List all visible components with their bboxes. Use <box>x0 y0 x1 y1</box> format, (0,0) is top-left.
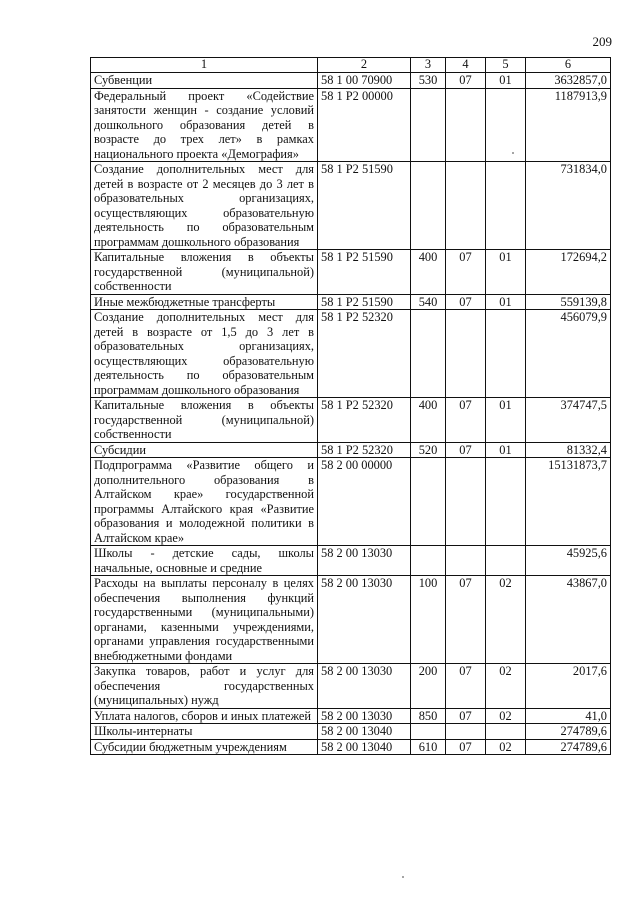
column-header-5: 5 <box>486 58 526 73</box>
row-code: 58 1 P2 51590 <box>318 250 411 295</box>
row-subsection <box>486 88 526 162</box>
row-amount: 274789,6 <box>526 739 611 755</box>
row-code: 58 1 P2 51590 <box>318 162 411 250</box>
scan-speck <box>402 876 404 878</box>
row-section: 07 <box>446 442 486 458</box>
row-section: 07 <box>446 664 486 709</box>
table-row <box>91 250 611 295</box>
row-name: Капитальные вложения в объекты государственной (муниципальной) собственности <box>91 250 318 295</box>
row-code: 58 2 00 13030 <box>318 708 411 724</box>
row-section <box>446 458 486 546</box>
table-row <box>91 442 611 458</box>
row-subsection: 02 <box>486 576 526 664</box>
column-header-1: 1 <box>91 58 318 73</box>
column-header-2: 2 <box>318 58 411 73</box>
row-name: Субсидии бюджетным учреждениям <box>91 739 318 755</box>
row-code: 58 2 00 13030 <box>318 664 411 709</box>
row-code: 58 2 00 13030 <box>318 576 411 664</box>
row-section: 07 <box>446 708 486 724</box>
row-code: 58 2 00 13040 <box>318 739 411 755</box>
table-row <box>91 458 611 546</box>
scan-speck <box>512 152 514 154</box>
row-amount: 456079,9 <box>526 310 611 398</box>
row-subsection <box>486 724 526 740</box>
row-amount: 374747,5 <box>526 398 611 443</box>
row-subsection <box>486 458 526 546</box>
row-subsection: 01 <box>486 398 526 443</box>
row-name: Расходы на выплаты персоналу в целях обеспечения выполнения функций государственными (муниципальными) органами, казенными учреждениями, органами управления государственными внебюджетными фондами <box>91 576 318 664</box>
row-section: 07 <box>446 73 486 89</box>
budget-table <box>90 57 611 755</box>
row-subsection: 01 <box>486 294 526 310</box>
table-row <box>91 294 611 310</box>
row-expense-type: 400 <box>411 250 446 295</box>
row-name: Подпрограмма «Развитие общего и дополнительного образования в Алтайском крае» государственной программы Алтайского края «Развитие образования и молодежной политики в Алтайском крае» <box>91 458 318 546</box>
row-expense-type <box>411 546 446 576</box>
row-subsection <box>486 310 526 398</box>
row-code: 58 2 00 13040 <box>318 724 411 740</box>
row-expense-type <box>411 88 446 162</box>
table-row <box>91 310 611 398</box>
row-subsection: 02 <box>486 739 526 755</box>
row-amount: 1187913,9 <box>526 88 611 162</box>
table-row <box>91 73 611 89</box>
row-code: 58 1 P2 52320 <box>318 398 411 443</box>
row-subsection: 01 <box>486 250 526 295</box>
row-subsection: 02 <box>486 664 526 709</box>
row-subsection: 01 <box>486 73 526 89</box>
row-expense-type: 530 <box>411 73 446 89</box>
table-row <box>91 88 611 162</box>
row-expense-type: 200 <box>411 664 446 709</box>
row-amount: 41,0 <box>526 708 611 724</box>
table-row <box>91 724 611 740</box>
page-number: 209 <box>592 34 612 49</box>
row-expense-type: 400 <box>411 398 446 443</box>
table-row <box>91 664 611 709</box>
row-subsection: 01 <box>486 442 526 458</box>
table-row <box>91 162 611 250</box>
row-code: 58 2 00 13030 <box>318 546 411 576</box>
row-section <box>446 162 486 250</box>
row-section: 07 <box>446 294 486 310</box>
row-amount: 559139,8 <box>526 294 611 310</box>
row-amount: 15131873,7 <box>526 458 611 546</box>
row-name: Школы - детские сады, школы начальные, основные и средние <box>91 546 318 576</box>
row-subsection: 02 <box>486 708 526 724</box>
row-name: Иные межбюджетные трансферты <box>91 294 318 310</box>
table-row <box>91 546 611 576</box>
table-row <box>91 708 611 724</box>
row-name: Создание дополнительных мест для детей в возрасте от 2 месяцев до 3 лет в образовательных организациях, осуществляющих образовательную деятельность по образовательным программам дошкольного образования <box>91 162 318 250</box>
table-row <box>91 576 611 664</box>
row-expense-type: 850 <box>411 708 446 724</box>
row-section <box>446 724 486 740</box>
table-header-row <box>91 58 611 73</box>
row-code: 58 1 P2 52320 <box>318 442 411 458</box>
row-expense-type: 540 <box>411 294 446 310</box>
row-name: Субвенции <box>91 73 318 89</box>
row-amount: 274789,6 <box>526 724 611 740</box>
row-expense-type: 100 <box>411 576 446 664</box>
row-amount: 172694,2 <box>526 250 611 295</box>
row-amount: 731834,0 <box>526 162 611 250</box>
row-code: 58 1 P2 52320 <box>318 310 411 398</box>
row-subsection <box>486 546 526 576</box>
row-section: 07 <box>446 576 486 664</box>
row-subsection <box>486 162 526 250</box>
row-code: 58 2 00 00000 <box>318 458 411 546</box>
row-amount: 2017,6 <box>526 664 611 709</box>
row-amount: 43867,0 <box>526 576 611 664</box>
row-name: Капитальные вложения в объекты государственной (муниципальной) собственности <box>91 398 318 443</box>
row-code: 58 1 P2 00000 <box>318 88 411 162</box>
row-amount: 45925,6 <box>526 546 611 576</box>
column-header-3: 3 <box>411 58 446 73</box>
row-section <box>446 546 486 576</box>
row-amount: 3632857,0 <box>526 73 611 89</box>
row-amount: 81332,4 <box>526 442 611 458</box>
table-row <box>91 398 611 443</box>
row-expense-type <box>411 458 446 546</box>
row-name: Создание дополнительных мест для детей в возрасте от 1,5 до 3 лет в образовательных организациях, осуществляющих образовательную деятельность по образовательным программам дошкольного образования <box>91 310 318 398</box>
row-section <box>446 310 486 398</box>
row-name: Субсидии <box>91 442 318 458</box>
row-name: Школы-интернаты <box>91 724 318 740</box>
table-row <box>91 739 611 755</box>
row-section <box>446 88 486 162</box>
column-header-6: 6 <box>526 58 611 73</box>
row-code: 58 1 P2 51590 <box>318 294 411 310</box>
row-expense-type <box>411 162 446 250</box>
row-section: 07 <box>446 739 486 755</box>
row-name: Федеральный проект «Содействие занятости женщин - создание условий дошкольного образования детей в возрасте до трех лет» в рамках национального проекта «Демография» <box>91 88 318 162</box>
row-section: 07 <box>446 250 486 295</box>
row-name: Закупка товаров, работ и услуг для обеспечения государственных (муниципальных) нужд <box>91 664 318 709</box>
row-expense-type: 610 <box>411 739 446 755</box>
row-expense-type <box>411 724 446 740</box>
row-section: 07 <box>446 398 486 443</box>
column-header-4: 4 <box>446 58 486 73</box>
row-name: Уплата налогов, сборов и иных платежей <box>91 708 318 724</box>
row-expense-type <box>411 310 446 398</box>
row-code: 58 1 00 70900 <box>318 73 411 89</box>
row-expense-type: 520 <box>411 442 446 458</box>
